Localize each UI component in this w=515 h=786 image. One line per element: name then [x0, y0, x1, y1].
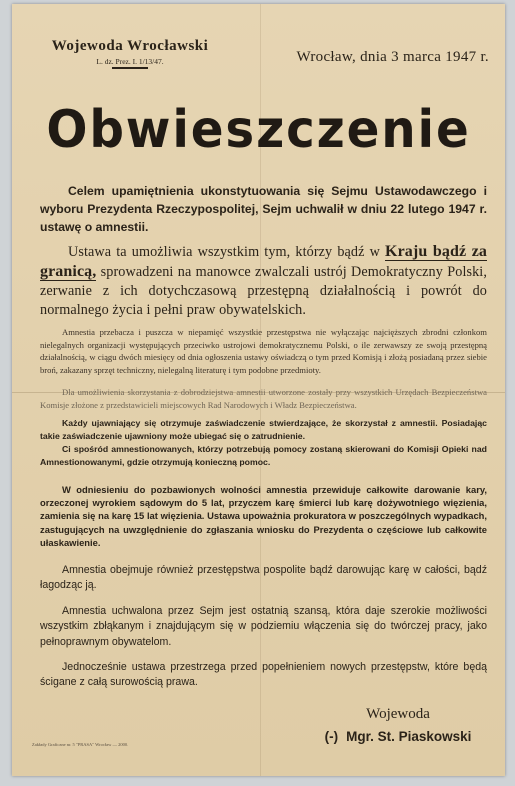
lead-text-before: Ustawa ta umożliwia wszystkim tym, którzy bądź w [68, 244, 380, 260]
issuer-reference: L. dz. Prez. I. 1/13/47. [96, 57, 164, 66]
last-chance-paragraph: Amnestia uchwalona przez Sejm jest ostatnią szansą, która daje szerokie możliwości wszystkim zbłąkanym i znajdującym się w podziemiu włączenia się do twórczej pracy, jako pełnoprawnym obywatelom. [40, 604, 487, 648]
intro-paragraph: Celem upamiętnienia ukonstytuowania się Sejmu Ustawodawczego i wyboru Prezydenta Rzeczypospolitej, Sejm uchwalił w dniu 22 lutego 1947 r. ustawę o amnestii. [40, 184, 487, 234]
amnesty-poster [12, 4, 505, 776]
signature-block [313, 706, 483, 744]
forgiveness-paragraph: Amnestia przebacza i puszcza w niepamięć wszystkie przestępstwa nie wyłączając najcięższych zbrodni członkom nielegalnych organizacji występujących przeciwko ustrojowi demokratycznemu Polski, o ile zerwawszy ze swoją przestępną działalnością, w ciągu dwóch miesięcy od dnia ogłoszenia ustawy oświadczą o tym przed Komisją i złożą posiadaną przez siebie broń, zakazany sprzęt techniczny, nielegalną literaturę i tym podobne przedmioty. [40, 327, 487, 375]
page-title: Obwieszczenie [46, 100, 471, 160]
common-crimes-paragraph: Amnestia obejmuje również przestępstwa pospolite bądź darowując karę w całości, bądź łagodząc ją. [40, 564, 487, 592]
commissions-paragraph: Dla umożliwienia skorzystania z dobrodziejstwa amnestii utworzone zostały przy wszystkich Urzędach Bezpieczeństwa Komisje złożone z przedstawicieli miejscowych Rad Narodowych i Władz Bezpieczeństwa. [40, 387, 487, 410]
signature-line [313, 729, 483, 744]
lead-paragraph [40, 242, 487, 320]
lead-emphasis: Kraju bądź za granicą, [40, 243, 487, 280]
announcement-body [40, 182, 487, 691]
certificate-paragraph: Każdy ujawniający się otrzymuje zaświadczenie stwierdzające, że skorzystał z amnestii. Posiadając takie zaświadczenie ujawniony może ubiegać się o zatrudnienie. [40, 418, 487, 441]
warning-paragraph: Jednocześnie ustawa przestrzega przed popełnieniem nowych przestępstw, które będą ścigane z całą surowością prawa. [40, 661, 487, 689]
signature-mark: (-) [324, 729, 339, 744]
clemency-paragraph: W odniesieniu do pozbawionych wolności amnestia przewiduje całkowite darowanie kary, orzeczonej wyrokiem sądowym do 5 lat, przyczem karę śmierci lub karę dożywotniego więzienia, zamienia się na karę 15 lat więzienia. Ustawa upoważnia prokuratora w poszczególnych wypadkach, zastugujących na uwzględnienie do zgłaszania wniosku do Prezydenta o częściowe lub całkowite ułaskawienie. [40, 484, 487, 548]
lead-text-after: sprowadzeni na manowce zwalczali ustrój Demokratyczny Polski, zerwanie z ich dotychczasową przestępną działalnością i powrót do normalnego życia i pełni praw obywatelskich. [40, 264, 487, 318]
issuer-name: Wojewoda Wrocławski [51, 38, 209, 54]
signatory-name: Mgr. St. Piaskowski [346, 729, 472, 744]
issuer-block [30, 38, 230, 69]
issuer-underline [112, 67, 148, 69]
assistance-paragraph: Ci spośród amnestionowanych, którzy potrzebują pomocy zostaną skierowani do Komisji Opieki nad Amnestionowanymi, gdzie otrzymują konieczną pomoc. [40, 444, 487, 467]
printer-note: Zakłady Graficzne nr. 5 "PRASA" Wrocław — 2000. [32, 742, 129, 747]
signature-title: Wojewoda [366, 706, 430, 722]
place-and-date: Wrocław, dnia 3 marca 1947 r. [296, 49, 489, 65]
